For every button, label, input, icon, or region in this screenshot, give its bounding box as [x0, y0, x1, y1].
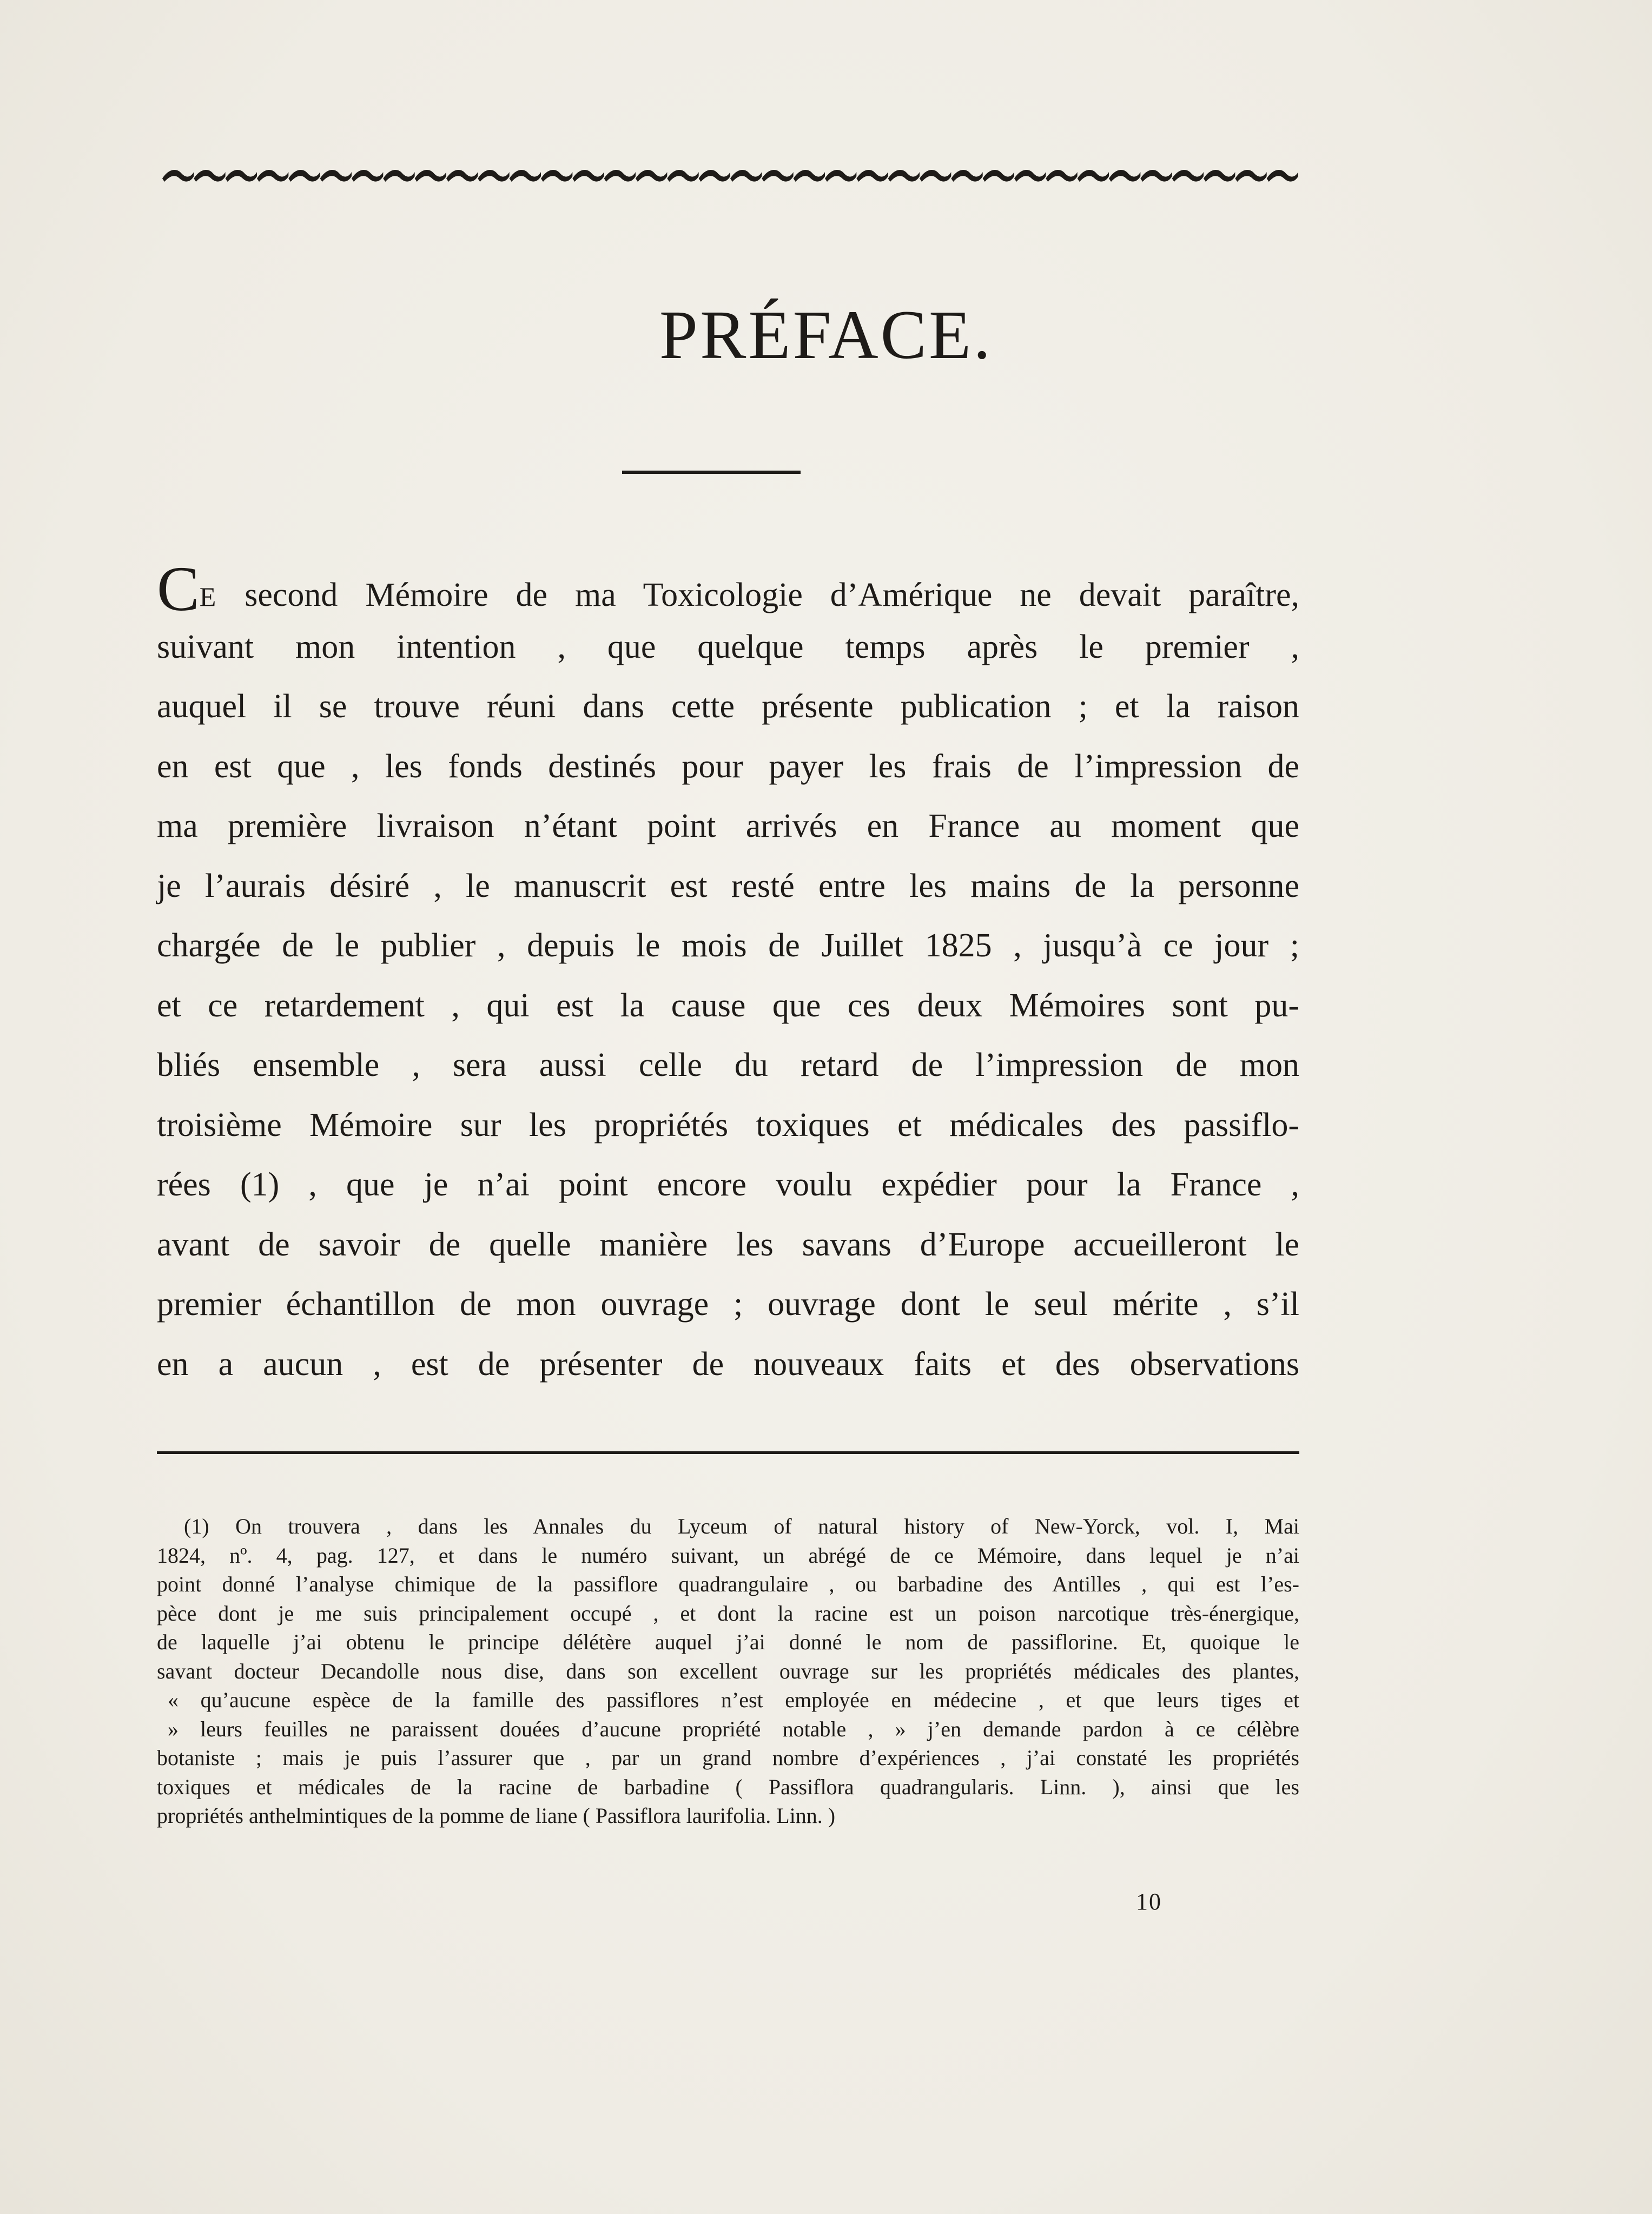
footnote-line: propriétés anthelmintiques de la pomme de liane ( Passiflora laurifolia. Linn. ) — [157, 1803, 836, 1828]
title-divider — [622, 471, 801, 474]
ornament-segment — [1140, 170, 1172, 182]
ornamental-header-rule — [162, 162, 1298, 189]
footnote-line: toxiques et médicales de la racine de barbadine ( Passiflora quadrangularis. Linn. ), ainsi que les — [157, 1774, 1299, 1799]
footnote-line: 1824, nº. 4, pag. 127, et dans le numéro suivant, un abrégé de ce Mémoire, dans lequel je n’ai — [157, 1543, 1299, 1568]
page-number: 10 — [1136, 1888, 1162, 1915]
body-line: bliés ensemble , sera aussi celle du retard de l’impression de mon — [157, 1047, 1299, 1083]
body-line: premier échantillon de mon ouvrage ; ouvrage dont le seul mérite , s’il — [157, 1286, 1299, 1323]
ornament-segment — [446, 170, 478, 182]
page-title: PRÉFACE. — [659, 296, 993, 373]
ornament-segment — [730, 170, 762, 182]
footnote-divider — [157, 1451, 1299, 1454]
ornament-segment — [1204, 170, 1235, 182]
footnote — [157, 1512, 1299, 1830]
footnote-line: « qu’aucune espèce de la famille des passiflores n’est employée en médecine , et que leurs tiges et — [168, 1688, 1299, 1712]
ornament-segment — [1109, 170, 1140, 182]
footnote-line: savant docteur Decandolle nous dise, dans son excellent ouvrage sur les propriétés médicales des plantes, — [157, 1658, 1299, 1683]
footnote-line: » leurs feuilles ne paraissent douées d’aucune propriété notable , » j’en demande pardon à ce célèbre — [168, 1716, 1299, 1741]
ornament-segment — [510, 170, 541, 182]
ornament-segment — [762, 170, 793, 182]
body-line: CE second Mémoire de ma Toxicologie d’Amérique ne devait paraître, — [157, 553, 1299, 624]
ornament-segment — [1235, 170, 1266, 182]
footnote-line: botaniste ; mais je puis l’assurer que , par un grand nombre d’expériences , j’ai constaté les propriétés — [157, 1746, 1299, 1770]
body-line: chargée de le publier , depuis le mois de Juillet 1825 , jusqu’à ce jour ; — [157, 927, 1299, 964]
ornament-segment — [794, 170, 825, 182]
ornament-segment — [320, 170, 352, 182]
ornament-segment — [572, 170, 604, 182]
ornament-segment — [667, 170, 698, 182]
body-line: en a aucun , est de présenter de nouveaux faits et des observations — [157, 1345, 1299, 1383]
ornament-segment — [1014, 170, 1046, 182]
body-line: rées (1) , que je n’ai point encore voulu expédier pour la France , — [157, 1166, 1299, 1203]
ornament-segment — [478, 170, 509, 182]
body-line: et ce retardement , qui est la cause que ces deux Mémoires sont pu- — [157, 987, 1299, 1024]
ornament-segment — [383, 170, 414, 182]
ornament-segment — [1172, 170, 1204, 182]
body-line: suivant mon intention , que quelque temps après le premier , — [157, 628, 1299, 665]
ornament-segment — [1267, 170, 1298, 182]
body-line: en est que , les fonds destinés pour payer les frais de l’impression de — [157, 748, 1299, 785]
ornament-segment — [352, 170, 383, 182]
small-cap: E — [199, 581, 217, 612]
ornament-segment — [920, 170, 951, 182]
ornament-segment — [288, 170, 320, 182]
ornament-segment — [699, 170, 730, 182]
ornament-segment — [951, 170, 982, 182]
body-line: troisième Mémoire sur les propriétés toxiques et médicales des passiflo- — [157, 1106, 1299, 1144]
ornament-segment — [888, 170, 920, 182]
ornament-segment — [226, 170, 257, 182]
ornament-segment — [415, 170, 446, 182]
ornament-segment — [1078, 170, 1109, 182]
ornament-segment — [856, 170, 888, 182]
ornament-segment — [636, 170, 667, 182]
footnote-line: pèce dont je me suis principalement occupé , et dont la racine est un poison narcotique très-énergique, — [157, 1601, 1299, 1625]
drop-cap: C — [157, 553, 200, 624]
body-line: je l’aurais désiré , le manuscrit est resté entre les mains de la personne — [157, 867, 1299, 904]
ornament-segment — [604, 170, 636, 182]
footnote-line: point donné l’analyse chimique de la passiflore quadrangulaire , ou barbadine des Antilles , qui est l’es- — [157, 1572, 1299, 1596]
ornament-segment — [162, 170, 194, 182]
ornament-segment — [1046, 170, 1077, 182]
footnote-line: de laquelle j’ai obtenu le principe délétère auquel j’ai donné le nom de passiflorine. Et, quoique le — [157, 1630, 1299, 1654]
body-line: ma première livraison n’étant point arrivés en France au moment que — [157, 808, 1299, 844]
ornament-segment — [257, 170, 288, 182]
ornament-segment — [825, 170, 856, 182]
body-line: avant de savoir de quelle manière les savans d’Europe accueilleront le — [157, 1226, 1299, 1263]
body-line: auquel il se trouve réuni dans cette présente publication ; et la raison — [157, 688, 1299, 725]
ornament-segment — [541, 170, 572, 182]
ornament-segment — [983, 170, 1014, 182]
preface-body — [157, 553, 1299, 1394]
footnote-line: (1) On trouvera , dans les Annales du Lyceum of natural history of New-Yorck, vol. I, Mai — [184, 1514, 1299, 1538]
ornament-segment — [194, 170, 225, 182]
